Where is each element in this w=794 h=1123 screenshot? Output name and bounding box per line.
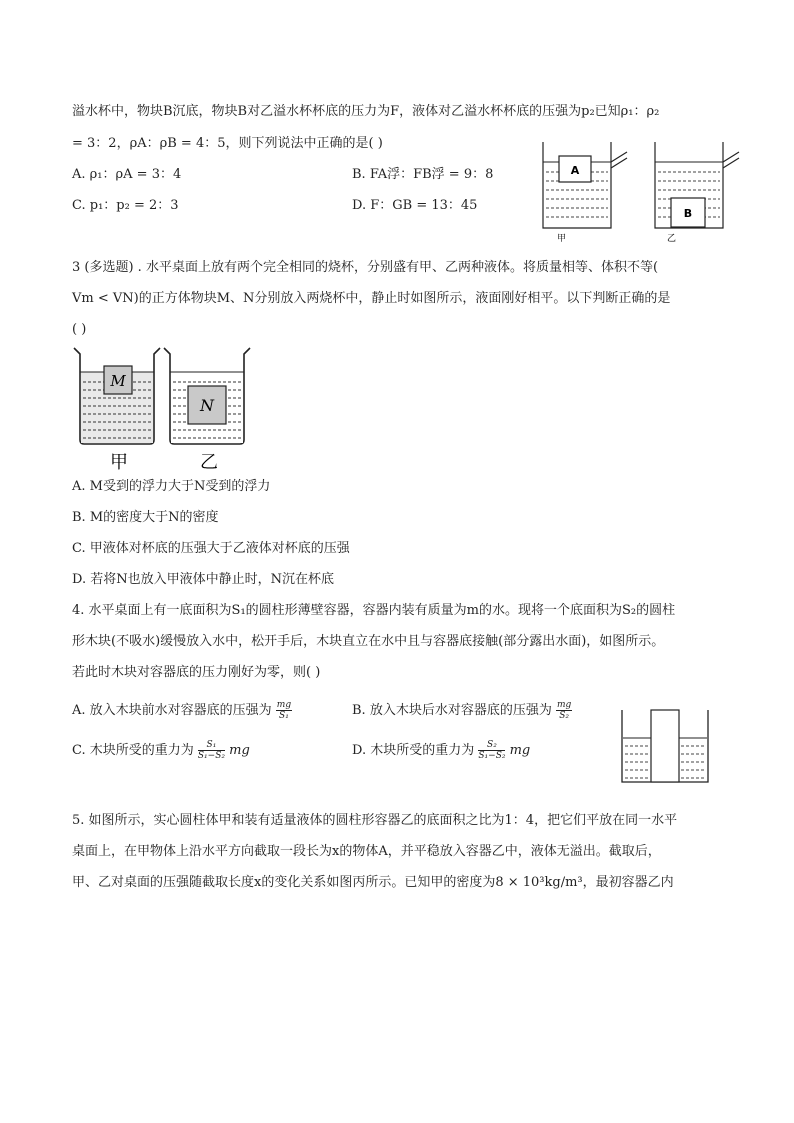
q4-option-b-denominator: S₂ — [559, 711, 569, 721]
q4-option-a — [72, 700, 292, 721]
q2-option-c: C. p₁：p₂ = 2：3 — [72, 198, 179, 213]
q4-option-d — [352, 740, 530, 761]
q3-line-2: Vm < VN)的正方体物块M、N分别放入两烧杯中，静止时如图所示，液面刚好相平。以下判断正确的是 — [72, 291, 671, 306]
q4-line-1: 4. 水平桌面上有一底面积为S₁的圆柱形薄壁容器，容器内装有质量为m的水。现将一个底面积为S₂的圆柱 — [72, 603, 676, 618]
q4-option-a-text: A. 放入木块前水对容器底的压强为 — [72, 703, 272, 718]
q2-fig-label-right: 乙 — [667, 234, 677, 244]
q4-option-a-denominator: S₁ — [279, 711, 289, 721]
q3-figure-beakers — [70, 344, 260, 472]
q5-line-2: 桌面上，在甲物体上沿水平方向截取一段长为x的物体A，并平稳放入容器乙中，液体无溢出。截取后， — [72, 844, 661, 859]
q2-block-a-label: A — [570, 164, 580, 177]
q3-beaker-right — [164, 348, 250, 472]
q2-option-b: B. FA浮：FB浮 = 9：8 — [352, 167, 494, 182]
q4-option-d-denominator: S₁−S₂ — [478, 751, 506, 761]
q4-figure-container — [618, 706, 714, 786]
q4-line-3: 若此时木块对容器底的压力刚好为零，则( ) — [72, 665, 321, 680]
q4-line-2: 形木块(不吸水)缓慢放入水中，松开手后，木块直立在水中且与容器底接触(部分露出水面)，如图所示。 — [72, 634, 665, 649]
q5-line-1: 5. 如图所示，实心圆柱体甲和装有适量液体的圆柱形容器乙的底面积之比为1：4，把它们平放在同一水平 — [72, 813, 678, 828]
q2-block-b-label: B — [683, 207, 693, 220]
q4-option-a-fraction — [276, 700, 292, 721]
q4-option-c-numerator: S₁ — [198, 740, 225, 751]
q2-option-d: D. F：GB = 13：45 — [352, 198, 478, 213]
q4-option-c — [72, 740, 250, 761]
q4-option-d-fraction — [478, 740, 505, 761]
q4-option-c-tail: mg — [229, 743, 250, 758]
q4-option-b-numerator: mg — [556, 700, 572, 710]
q4-option-a-numerator: mg — [276, 700, 292, 710]
q3-label-right: 乙 — [200, 452, 218, 472]
q3-block-n-label: N — [200, 396, 214, 415]
q4-wood-cylinder — [651, 710, 679, 782]
q4-option-c-fraction — [198, 740, 225, 761]
q2-cup-right — [655, 142, 739, 244]
q3-option-b: B. M的密度大于N的密度 — [72, 510, 219, 525]
q4-option-c-denominator: S₁−S₂ — [197, 751, 225, 761]
q2-fig-label-left: 甲 — [557, 234, 567, 244]
q3-line-3: ( ) — [72, 322, 87, 337]
q3-block-m-label: M — [110, 372, 126, 390]
q5-line-3: 甲、乙对桌面的压强随截取长度x的变化关系如图丙所示。已知甲的密度为8 × 10³kg/m³，最初容器乙内 — [72, 875, 674, 890]
q2-line-1: 溢水杯中，物块B沉底，物块B对乙溢水杯杯底的压力为F，液体对乙溢水杯杯底的压强为p₂已知ρ₁：ρ₂ — [72, 104, 660, 119]
q3-label-left: 甲 — [110, 452, 128, 472]
q3-line-1: 3 (多选题) . 水平桌面上放有两个完全相同的烧杯，分别盛有甲、乙两种液体。将质量相等、体积不等( — [72, 260, 659, 275]
q4-option-b — [352, 700, 572, 721]
q3-option-a: A. M受到的浮力大于N受到的浮力 — [72, 479, 271, 494]
q3-option-d: D. 若将N也放入甲液体中静止时，N沉在杯底 — [72, 572, 334, 587]
q4-option-d-text: D. 木块所受的重力为 — [352, 743, 475, 758]
q4-option-b-fraction — [556, 700, 572, 721]
q2-figure-overflow-cups — [535, 136, 745, 246]
q4-option-c-text: C. 木块所受的重力为 — [72, 743, 194, 758]
q3-option-c: C. 甲液体对杯底的压强大于乙液体对杯底的压强 — [72, 541, 350, 556]
q4-option-d-tail: mg — [509, 743, 531, 758]
q4-option-b-text: B. 放入木块后水对容器底的压强为 — [352, 703, 552, 718]
q2-option-a: A. ρ₁：ρA = 3：4 — [72, 167, 182, 182]
q2-cup-left — [543, 142, 627, 244]
q2-line-2: = 3：2，ρA：ρB = 4：5，则下列说法中正确的是( ) — [72, 136, 383, 151]
q4-option-d-numerator: S₂ — [478, 740, 505, 751]
q3-beaker-left — [74, 348, 160, 472]
